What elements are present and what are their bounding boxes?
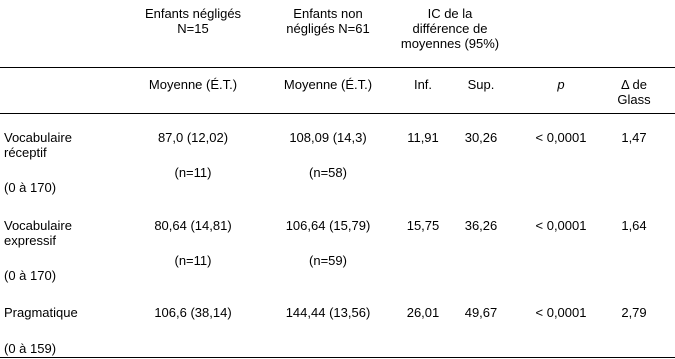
subheader-glass	[604, 77, 664, 107]
row-label: Pragmatique	[4, 305, 78, 320]
subheader-sup: Sup.	[467, 77, 495, 92]
row-inf: 15,75	[406, 218, 440, 233]
row-inf: 26,01	[406, 305, 440, 320]
subheader-p: p	[557, 77, 565, 92]
subheader-mean1: Moyenne (É.T.)	[148, 77, 238, 92]
row-mean2: 108,09 (14,3)	[289, 130, 367, 145]
row-range: (0 à 159)	[4, 341, 57, 356]
header-group2-line2: négligés N=61	[286, 21, 370, 36]
row-label	[4, 218, 124, 248]
row-range: (0 à 170)	[4, 268, 57, 283]
row-glass: 2,79	[621, 305, 647, 320]
header-group1-line1: Enfants négligés	[144, 6, 242, 21]
row-p: < 0,0001	[535, 305, 587, 320]
header-rule	[0, 67, 675, 68]
row-p: < 0,0001	[535, 218, 587, 233]
row-n2: (n=59)	[309, 253, 347, 268]
row-mean1: 87,0 (12,02)	[157, 130, 229, 145]
header-ci-line2: différence de	[412, 21, 488, 36]
row-label-line2: expressif	[4, 233, 57, 248]
row-glass: 1,47	[621, 130, 647, 145]
header-group2	[263, 6, 393, 36]
row-n1: (n=11)	[174, 253, 212, 268]
row-mean1: 106,6 (38,14)	[154, 305, 232, 320]
header-group1-line2: N=15	[177, 21, 209, 36]
header-group1	[128, 6, 258, 36]
subheader-inf: Inf.	[413, 77, 433, 92]
subheader-glass-line1: Δ de	[620, 77, 648, 92]
row-sup: 30,26	[464, 130, 498, 145]
row-n2: (n=58)	[309, 165, 347, 180]
row-mean1: 80,64 (14,81)	[154, 218, 232, 233]
row-label-line2: réceptif	[4, 145, 47, 160]
bottom-rule	[0, 357, 675, 358]
row-mean2: 144,44 (13,56)	[285, 305, 371, 320]
header-ci	[390, 6, 510, 51]
header-ci-line3: moyennes (95%)	[400, 36, 500, 51]
row-p: < 0,0001	[535, 130, 587, 145]
row-inf: 11,91	[407, 130, 439, 145]
row-range: (0 à 170)	[4, 180, 57, 195]
row-label-line1: Vocabulaire	[4, 218, 72, 233]
row-label-line1: Vocabulaire	[4, 130, 72, 145]
row-n1: (n=11)	[174, 165, 212, 180]
row-mean2: 106,64 (15,79)	[285, 218, 371, 233]
row-label	[4, 130, 124, 160]
subheader-mean2: Moyenne (É.T.)	[283, 77, 373, 92]
header-group2-line1: Enfants non	[293, 6, 363, 21]
subheader-rule	[0, 113, 675, 114]
header-ci-line1: IC de la	[427, 6, 473, 21]
row-glass: 1,64	[621, 218, 647, 233]
subheader-glass-line2: Glass	[617, 92, 651, 107]
row-sup: 49,67	[464, 305, 498, 320]
row-sup: 36,26	[464, 218, 498, 233]
